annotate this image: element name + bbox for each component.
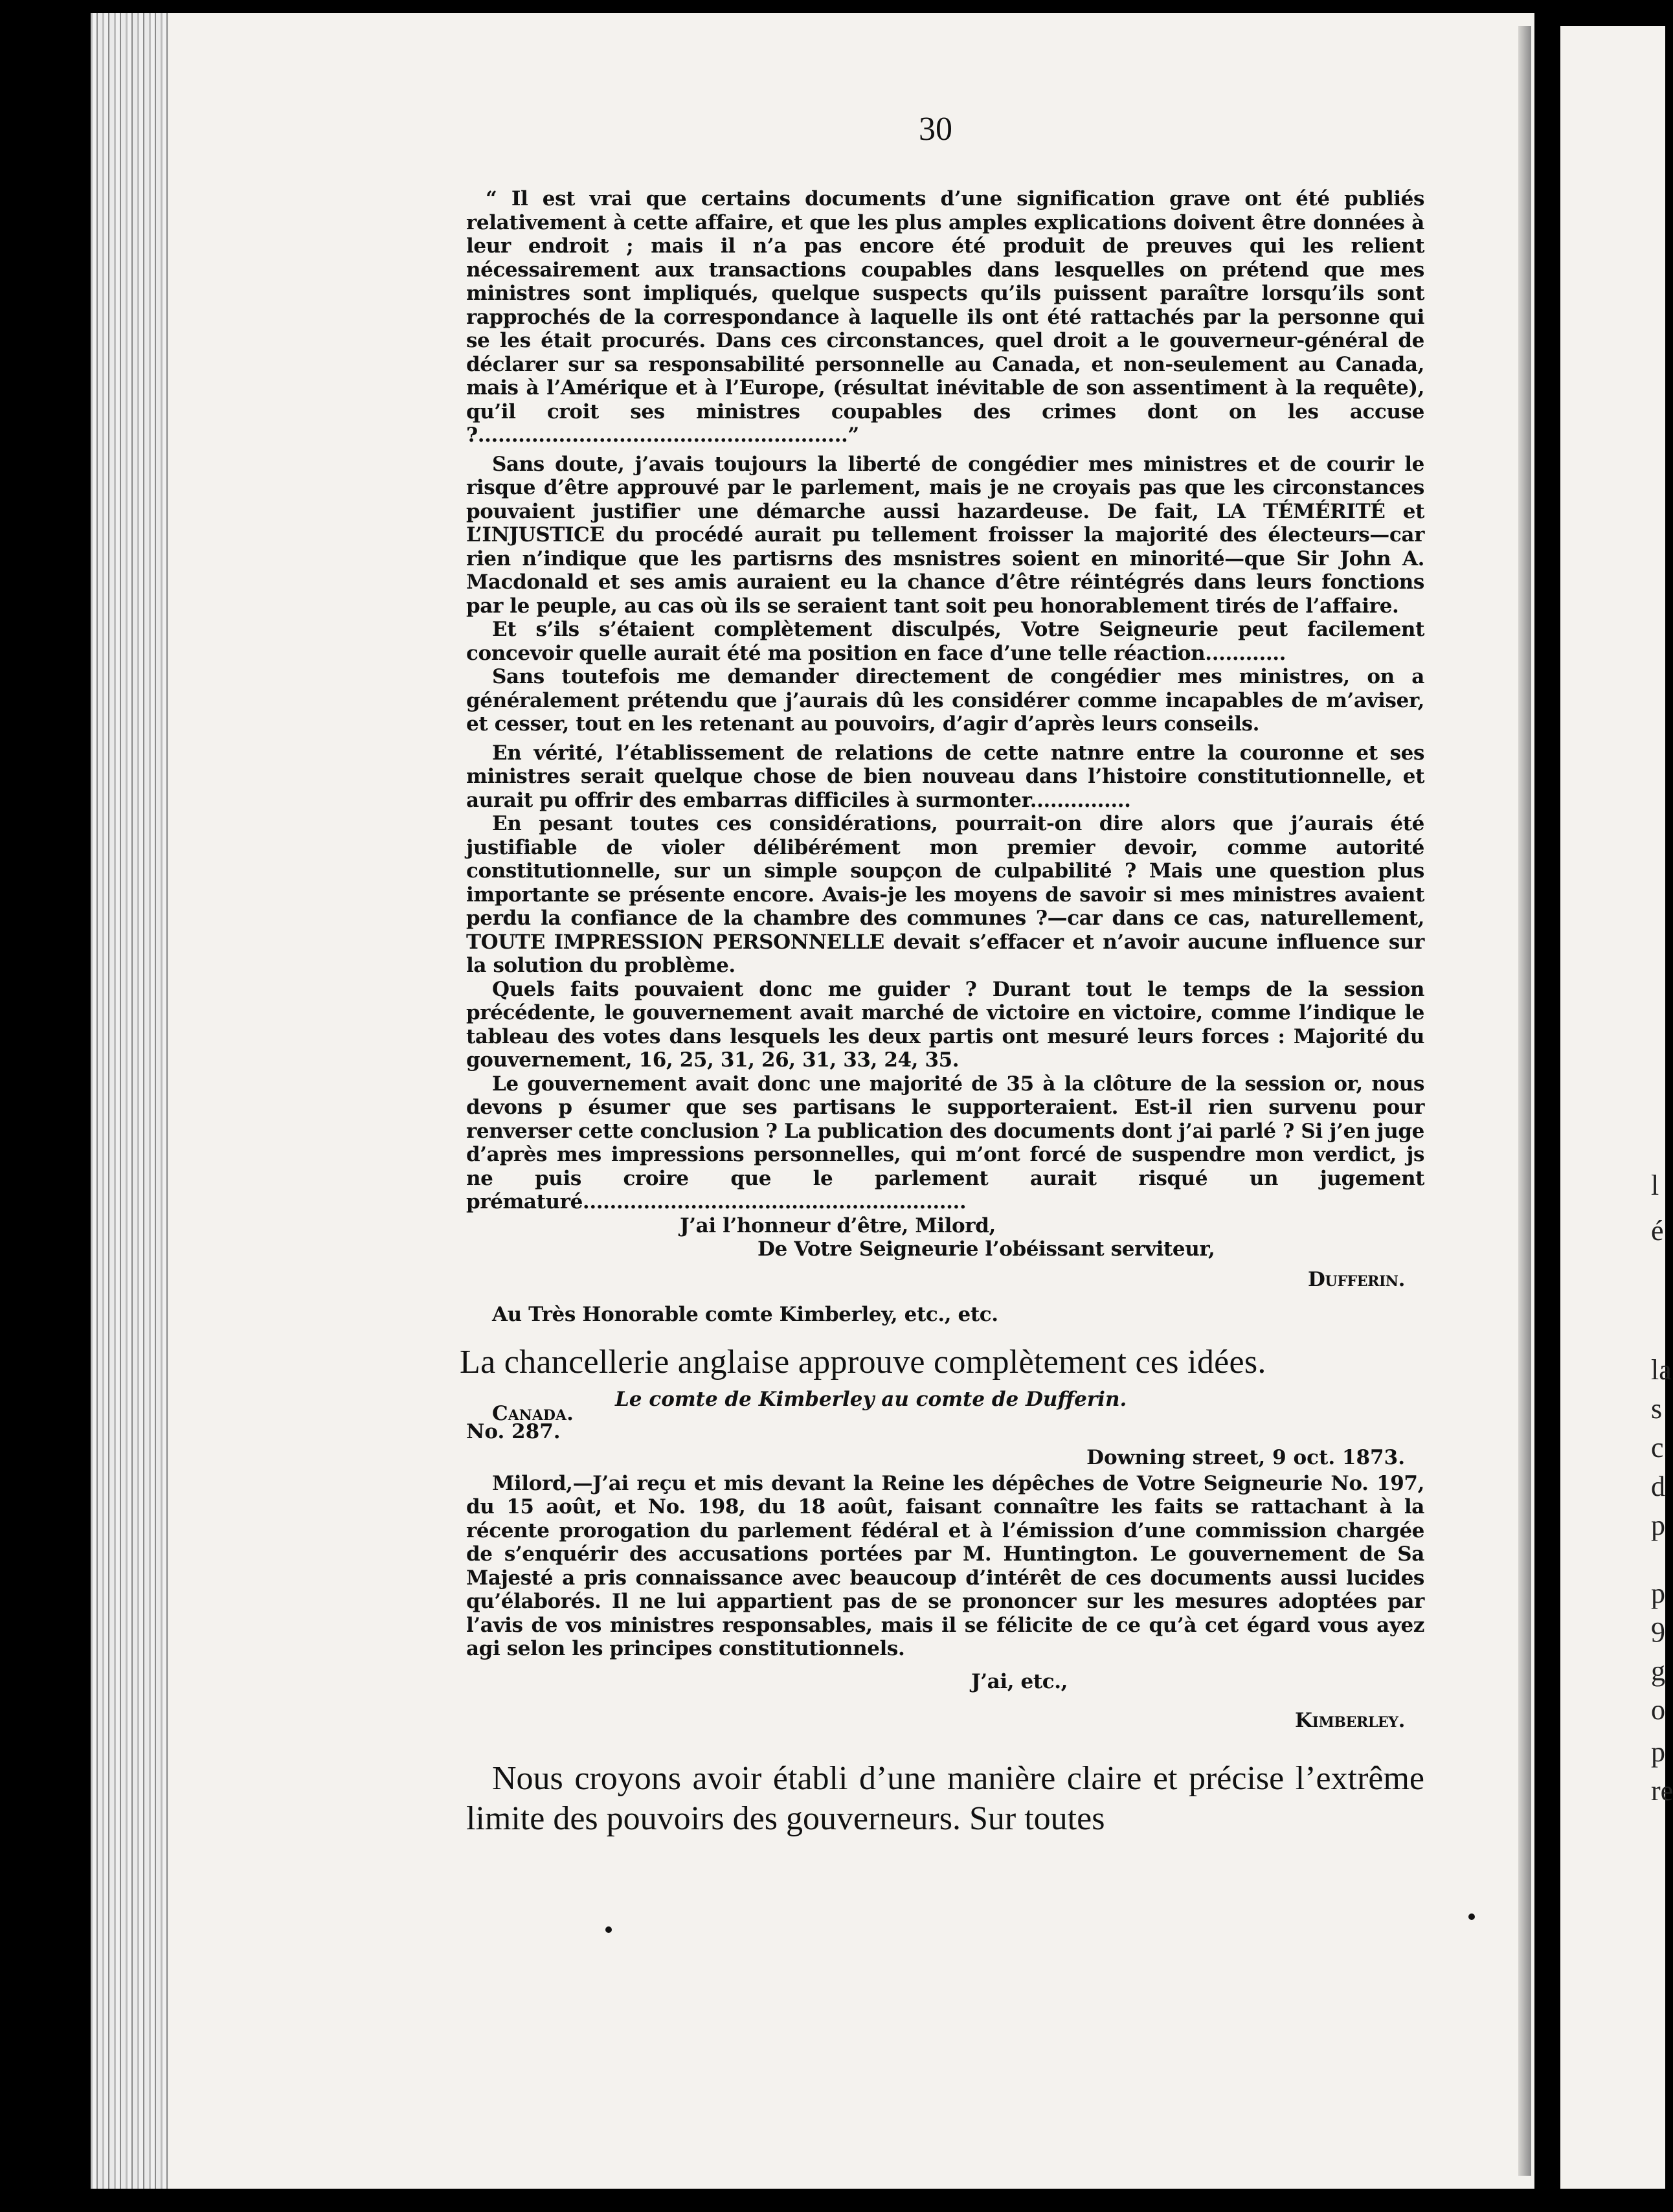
paragraph: En pesant toutes ces considérations, pourrait-on dire alors que j’aurais été justifiable de violer délibérément mon premier devoir, comme autorité constitutionnelle, sur un simple soupçon de culpabilité ? Mais une question plus importante se présente encore. Avais-je les moyens de savoir si mes ministres avaient perdu la confiance de la chambre des communes ?—car dans ce cas, naturellement, TOUTE IMPRESSION PERSONNELLE devait s’effacer et n’avoir aucune influence sur la solution du problème. — [466, 812, 1424, 977]
facing-page — [1560, 26, 1673, 2189]
section-heading: La chancellerie anglaise approuve complètement ces idées. — [460, 1343, 1266, 1381]
signature: Dufferin. — [1308, 1267, 1405, 1291]
letter-header — [466, 1388, 1424, 1446]
book-page-edges — [91, 13, 168, 2189]
facing-page-fragment: p — [1651, 1577, 1665, 1609]
ink-spot — [1468, 1913, 1475, 1920]
second-letter-text — [466, 1472, 1424, 1733]
letter-number: No. 287. — [466, 1419, 561, 1443]
ink-spot — [605, 1926, 612, 1933]
facing-page-fragment: d — [1651, 1471, 1665, 1502]
paragraph: Sans toutefois me demander directement de congédier mes ministres, on a généralement prétendu que j’aurais dû les considérer comme incapables de m’aviser, et cesser, tout en les retenant au pouvoirs, d’agir d’après leurs conseils. — [466, 665, 1424, 736]
facing-page-fragment: p — [1651, 1736, 1665, 1768]
facing-page-fragment: c — [1651, 1432, 1664, 1463]
facing-page-fragment: o — [1651, 1694, 1665, 1726]
final-paragraph: Nous croyons avoir établi d’une manière claire et précise l’extrême limite des pouvoirs des gouverneurs. Sur toutes — [466, 1759, 1424, 1837]
facing-page-fragment: g — [1651, 1655, 1665, 1687]
addressee: Au Très Honorable comte Kimberley, etc., etc. — [492, 1303, 998, 1326]
letter-title: Le comte de Kimberley au comte de Dufferin. — [615, 1387, 1127, 1411]
closing-line: J’ai, etc., — [971, 1669, 1068, 1693]
letter-region: Canada. — [492, 1401, 574, 1425]
page-number: 30 — [919, 111, 952, 148]
facing-page-fragment: la — [1651, 1354, 1672, 1386]
signature: Kimberley. — [1295, 1709, 1405, 1732]
paragraph: Et s’ils s’étaient complètement disculpés, Votre Seigneurie peut facilement concevoir quelle aurait été ma position en face d’une telle réaction............ — [466, 618, 1424, 665]
paragraph: Le gouvernement avait donc une majorité de 35 à la clôture de la session or, nous devons p ésumer que ses partisans le supporteraient. Est-il rien survenu pour renverser cette conclusion ? La publication des documents dont j’ai parlé ? Si j’en juge d’après mes impressions personnelles, qui m’ont forcé de suspendre mon verdict, js ne puis croire que le parlement aurait risqué un jugement prématuré......................................................... — [466, 1072, 1424, 1213]
facing-page-fragment: l — [1651, 1169, 1659, 1201]
facing-page-fragment: 9 — [1651, 1616, 1665, 1648]
letter-body-text — [466, 187, 1424, 1327]
paragraph: Quels faits pouvaient donc me guider ? Durant tout le temps de la session précédente, le gouvernement avait marché de victoire en victoire, comme l’indique le tableau des votes dans lesquels les deux partis ont mesuré leurs forces : Majorité du gouvernement, 16, 25, 31, 26, 31, 33, 24, 35. — [466, 977, 1424, 1072]
page-content — [460, 110, 1424, 1839]
letter-date: Downing street, 9 oct. 1873. — [1086, 1445, 1405, 1469]
facing-page-fragment: p — [1651, 1509, 1665, 1541]
facing-page-fragment: s — [1651, 1393, 1663, 1425]
book-gutter — [1518, 26, 1531, 2176]
paragraph: Sans doute, j’avais toujours la liberté de congédier mes ministres et de courir le risque d’être approuvé par le parlement, mais je ne croyais pas que les circonstances pouvaient justifier une démarche aussi hazardeuse. De fait, LA TÉMÉRITÉ et L’INJUSTICE du procédé aurait pu tellement froisser la majorité des électeurs—car rien n’indique que les partisrns des msnistres soient en minorité—que Sir John A. Macdonald et ses amis auraient eu la chance d’être réintégrés dans leurs fonctions par le peuple, au cas où ils se seraient tant soit peu honorablement tirés de l’affaire. — [466, 452, 1424, 618]
facing-page-fragment: é — [1651, 1215, 1664, 1247]
closing-line: J’ai l’honneur d’être, Milord, — [680, 1213, 996, 1237]
paragraph: En vérité, l’établissement de relations de cette natnre entre la couronne et ses ministres serait quelque chose de bien nouveau dans l’histoire constitutionnelle, et aurait pu offrir des embarras difficiles à surmonter............... — [466, 741, 1424, 812]
paragraph: “ Il est vrai que certains documents d’une signification grave ont été publiés relativement à cette affaire, et que les plus amples explications doivent être données à leur endroit ; mais il n’a pas encore été produit de preuves qui les relient nécessairement aux transactions coupables dans lesquelles on prétend que mes ministres sont impliqués, quelque suspects qu’ils puissent paraître lorsqu’ils sont rapprochés de la correspondance à laquelle ils ont été rattachés par la personne qui se les était procurés. Dans ces circonstances, quel droit a le gouverneur-général de déclarer sur sa responsabilité personnelle au Canada, et non-seulement au Canada, mais à l’Amérique et à l’Europe, (résultat inévitable de son assentiment à la requête), qu’il croit ses ministres coupables des crimes dont on les accuse ?.......................................................” — [466, 187, 1424, 447]
paragraph: Milord,—J’ai reçu et mis devant la Reine les dépêches de Votre Seigneurie No. 197, du 15 août, et No. 198, du 18 août, faisant connaître les faits se rattachant à la récente prorogation du parlement fédéral et à l’émission d’une commission chargée de s’enquérir des accusations portées par M. Huntington. Le gouvernement de Sa Majesté a pris connaissance avec beaucoup d’intérêt de ces documents aussi lucides qu’élaborés. Il ne lui appartient pas de se prononcer sur les mesures adoptées par l’avis de vos ministres responsables, mais il se félicite de ce qu’à cet égard vous ayez agi selon les principes constitutionnels. — [466, 1471, 1424, 1660]
closing-line: De Votre Seigneurie l’obéissant serviteur, — [758, 1237, 1215, 1261]
facing-page-fragment: re — [1651, 1775, 1673, 1807]
